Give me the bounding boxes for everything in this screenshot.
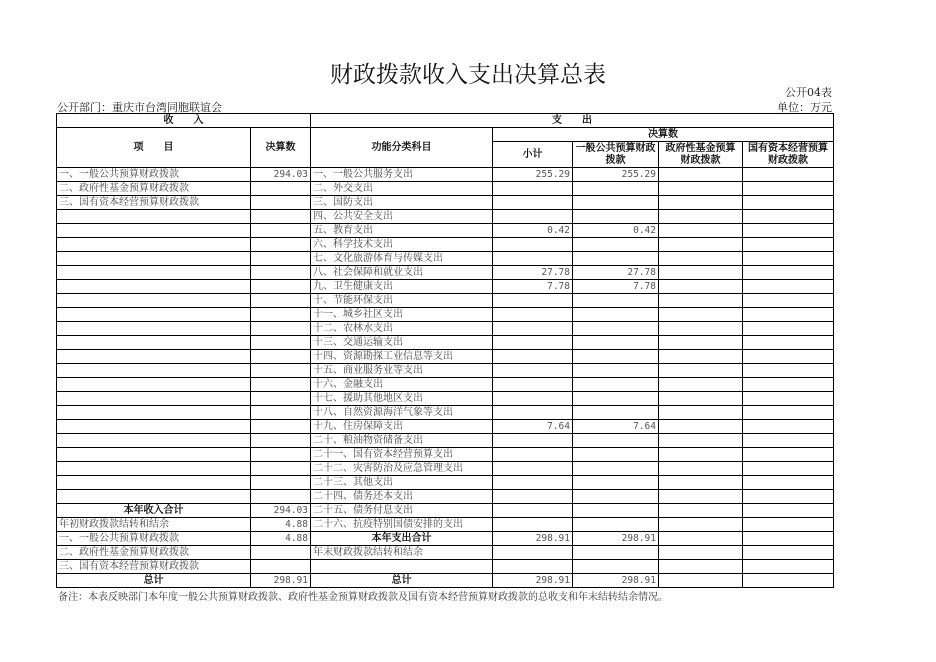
income-amount-cell: 4.88 <box>251 532 311 546</box>
income-amount-cell <box>251 434 311 448</box>
expense-item-cell: 二十一、国有资本经营预算支出 <box>311 448 493 462</box>
income-amount-cell <box>251 462 311 476</box>
state-capital-cell <box>743 392 834 406</box>
gov-fund-header: 政府性基金预算财政拨款 <box>659 142 743 168</box>
general-budget-cell <box>573 504 659 518</box>
income-item-cell <box>57 350 251 364</box>
table-row <box>57 392 834 406</box>
gov-fund-cell <box>659 476 743 490</box>
expense-item-cell: 二、外交支出 <box>311 182 493 196</box>
table-row <box>57 252 834 266</box>
income-item-cell <box>57 392 251 406</box>
income-item-cell <box>57 266 251 280</box>
income-item-cell <box>57 322 251 336</box>
expense-item-cell: 五、教育支出 <box>311 224 493 238</box>
func-class-header: 功能分类科目 <box>311 128 493 168</box>
subtotal-cell <box>493 252 573 266</box>
gov-fund-cell <box>659 560 743 574</box>
gov-fund-cell <box>659 350 743 364</box>
income-item-cell <box>57 224 251 238</box>
subtotal-cell <box>493 462 573 476</box>
table-row <box>57 238 834 252</box>
subtotal-cell <box>493 378 573 392</box>
state-capital-cell <box>743 504 834 518</box>
state-capital-cell <box>743 518 834 532</box>
subtotal-cell <box>493 406 573 420</box>
income-amount-cell <box>251 364 311 378</box>
general-budget-cell <box>573 364 659 378</box>
table-row <box>57 182 834 196</box>
gov-fund-cell <box>659 518 743 532</box>
income-amount-cell <box>251 252 311 266</box>
table-row <box>57 462 834 476</box>
gov-fund-cell <box>659 546 743 560</box>
state-capital-cell <box>743 168 834 182</box>
income-item-cell: 三、国有资本经营预算财政拨款 <box>57 196 251 210</box>
general-budget-cell <box>573 546 659 560</box>
state-capital-cell <box>743 322 834 336</box>
state-capital-cell <box>743 238 834 252</box>
subtotal-cell <box>493 518 573 532</box>
income-item-cell: 一、一般公共预算财政拨款 <box>57 532 251 546</box>
table-row <box>57 560 834 574</box>
income-item-cell: 年初财政拨款结转和结余 <box>57 518 251 532</box>
gov-fund-cell <box>659 224 743 238</box>
general-budget-cell <box>573 518 659 532</box>
expense-item-cell: 十九、住房保障支出 <box>311 420 493 434</box>
general-budget-cell: 255.29 <box>573 168 659 182</box>
state-capital-cell <box>743 532 834 546</box>
income-amount-cell <box>251 210 311 224</box>
gov-fund-cell <box>659 238 743 252</box>
general-budget-cell <box>573 476 659 490</box>
gov-fund-cell <box>659 168 743 182</box>
state-capital-cell <box>743 476 834 490</box>
gov-fund-cell <box>659 378 743 392</box>
subtotal-cell <box>493 448 573 462</box>
gov-fund-cell <box>659 252 743 266</box>
gov-fund-cell <box>659 462 743 476</box>
table-row <box>57 420 834 434</box>
general-budget-cell <box>573 252 659 266</box>
general-budget-cell: 7.78 <box>573 280 659 294</box>
state-capital-cell <box>743 448 834 462</box>
expense-item-cell: 七、文化旅游体育与传媒支出 <box>311 252 493 266</box>
income-item-cell: 二、政府性基金预算财政拨款 <box>57 546 251 560</box>
expense-item-cell: 一、一般公共服务支出 <box>311 168 493 182</box>
state-capital-cell <box>743 406 834 420</box>
subtotal-cell <box>493 434 573 448</box>
subtotal-cell: 298.91 <box>493 532 573 546</box>
gov-fund-cell <box>659 392 743 406</box>
gov-fund-cell <box>659 280 743 294</box>
expense-item-cell: 十五、商业服务业等支出 <box>311 364 493 378</box>
expense-header: 支 出 <box>311 114 834 128</box>
income-amount-cell <box>251 182 311 196</box>
income-item-cell <box>57 476 251 490</box>
subtotal-cell <box>493 546 573 560</box>
income-amount-cell <box>251 266 311 280</box>
state-capital-cell <box>743 182 834 196</box>
budget-table <box>56 113 834 588</box>
gov-fund-cell <box>659 406 743 420</box>
income-amount-cell <box>251 294 311 308</box>
expense-item-cell: 本年支出合计 <box>311 532 493 546</box>
general-budget-cell: 27.78 <box>573 266 659 280</box>
gov-fund-cell <box>659 504 743 518</box>
table-row <box>57 434 834 448</box>
subtotal-cell <box>493 350 573 364</box>
general-budget-cell <box>573 462 659 476</box>
gov-fund-cell <box>659 490 743 504</box>
subtotal-cell <box>493 476 573 490</box>
general-budget-cell <box>573 392 659 406</box>
gov-fund-cell <box>659 574 743 588</box>
gov-fund-cell <box>659 364 743 378</box>
gov-fund-cell <box>659 336 743 350</box>
expense-item-cell: 九、卫生健康支出 <box>311 280 493 294</box>
income-item-cell: 一、一般公共预算财政拨款 <box>57 168 251 182</box>
income-item-cell <box>57 378 251 392</box>
general-budget-cell <box>573 406 659 420</box>
gov-fund-cell <box>659 420 743 434</box>
income-amount-cell: 294.03 <box>251 504 311 518</box>
state-capital-header: 国有资本经营预算财政拨款 <box>743 142 834 168</box>
general-budget-cell <box>573 196 659 210</box>
table-row <box>57 448 834 462</box>
table-row <box>57 364 834 378</box>
expense-item-cell: 二十五、债务付息支出 <box>311 504 493 518</box>
income-amount-cell <box>251 406 311 420</box>
subtotal-header: 小计 <box>493 142 573 168</box>
state-capital-cell <box>743 560 834 574</box>
table-row <box>57 490 834 504</box>
table-row <box>57 196 834 210</box>
state-capital-cell <box>743 224 834 238</box>
expense-item-cell: 二十六、抗疫特别国债安排的支出 <box>311 518 493 532</box>
expense-item-cell <box>311 560 493 574</box>
table-row <box>57 280 834 294</box>
subtotal-cell: 27.78 <box>493 266 573 280</box>
subtotal-cell <box>493 560 573 574</box>
expense-item-cell: 总计 <box>311 574 493 588</box>
state-capital-cell <box>743 266 834 280</box>
gov-fund-cell <box>659 308 743 322</box>
general-budget-cell <box>573 238 659 252</box>
general-budget-cell <box>573 322 659 336</box>
income-item-cell <box>57 434 251 448</box>
subtotal-cell: 7.78 <box>493 280 573 294</box>
subtotal-cell <box>493 210 573 224</box>
subtotal-cell <box>493 238 573 252</box>
table-row <box>57 546 834 560</box>
income-amount-cell <box>251 238 311 252</box>
income-amount-cell: 298.91 <box>251 574 311 588</box>
income-item-cell <box>57 490 251 504</box>
state-capital-cell <box>743 294 834 308</box>
expense-item-cell: 十二、农林水支出 <box>311 322 493 336</box>
expense-item-cell: 十三、交通运输支出 <box>311 336 493 350</box>
amount-header: 决算数 <box>251 128 311 168</box>
general-budget-cell <box>573 294 659 308</box>
footnote: 备注：本表反映部门本年度一般公共预算财政拨款、政府性基金预算财政拨款及国有资本经营预算财政拨款的总收支和年末结转结余情况。 <box>58 592 668 603</box>
state-capital-cell <box>743 434 834 448</box>
state-capital-cell <box>743 196 834 210</box>
income-amount-cell <box>251 448 311 462</box>
subtotal-cell <box>493 322 573 336</box>
table-row <box>57 336 834 350</box>
general-budget-cell: 7.64 <box>573 420 659 434</box>
income-item-cell <box>57 210 251 224</box>
gov-fund-cell <box>659 210 743 224</box>
unit-label: 单位：万元 <box>777 101 832 114</box>
income-item-cell <box>57 336 251 350</box>
income-item-cell: 总计 <box>57 574 251 588</box>
general-budget-cell <box>573 182 659 196</box>
table-row <box>57 168 834 182</box>
expense-item-cell: 六、科学技术支出 <box>311 238 493 252</box>
expense-item-cell: 八、社会保障和就业支出 <box>311 266 493 280</box>
general-budget-cell <box>573 210 659 224</box>
state-capital-cell <box>743 574 834 588</box>
income-amount-cell: 4.88 <box>251 518 311 532</box>
page-title: 财政拨款收入支出决算总表 <box>330 62 606 88</box>
subtotal-cell <box>493 336 573 350</box>
expense-item-cell: 十八、自然资源海洋气象等支出 <box>311 406 493 420</box>
gov-fund-cell <box>659 196 743 210</box>
table-row <box>57 378 834 392</box>
income-amount-cell <box>251 308 311 322</box>
table-row <box>57 476 834 490</box>
gov-fund-cell <box>659 266 743 280</box>
table-row <box>57 574 834 588</box>
income-amount-cell <box>251 280 311 294</box>
expense-item-cell: 二十四、债务还本支出 <box>311 490 493 504</box>
income-item-cell <box>57 364 251 378</box>
income-amount-cell <box>251 392 311 406</box>
table-row <box>57 322 834 336</box>
income-header: 收 入 <box>57 114 311 128</box>
income-item-cell <box>57 420 251 434</box>
state-capital-cell <box>743 462 834 476</box>
gov-fund-cell <box>659 182 743 196</box>
table-row <box>57 532 834 546</box>
form-number: 公开04表 <box>785 86 832 99</box>
expense-item-cell: 二十二、灾害防治及应急管理支出 <box>311 462 493 476</box>
state-capital-cell <box>743 308 834 322</box>
subtotal-cell <box>493 392 573 406</box>
income-item-cell: 二、政府性基金预算财政拨款 <box>57 182 251 196</box>
income-amount-cell <box>251 224 311 238</box>
expense-item-cell: 二十三、其他支出 <box>311 476 493 490</box>
department-label: 公开部门：重庆市台湾同胞联谊会 <box>57 101 222 114</box>
gov-fund-cell <box>659 294 743 308</box>
general-budget-header: 一般公共预算财政拨款 <box>573 142 659 168</box>
income-item-cell <box>57 294 251 308</box>
table-row <box>57 294 834 308</box>
table-row <box>57 406 834 420</box>
income-item-cell <box>57 252 251 266</box>
subtotal-cell: 0.42 <box>493 224 573 238</box>
income-amount-cell: 294.03 <box>251 168 311 182</box>
subtotal-cell <box>493 294 573 308</box>
table-row <box>57 518 834 532</box>
gov-fund-cell <box>659 322 743 336</box>
general-budget-cell: 298.91 <box>573 532 659 546</box>
subtotal-cell: 7.64 <box>493 420 573 434</box>
income-item-cell <box>57 308 251 322</box>
general-budget-cell <box>573 308 659 322</box>
income-item-cell <box>57 462 251 476</box>
general-budget-cell <box>573 336 659 350</box>
table-row <box>57 210 834 224</box>
gov-fund-cell <box>659 532 743 546</box>
item-header: 项 目 <box>57 128 251 168</box>
expense-item-cell: 十、节能环保支出 <box>311 294 493 308</box>
state-capital-cell <box>743 252 834 266</box>
income-amount-cell <box>251 196 311 210</box>
subtotal-cell <box>493 182 573 196</box>
table-row <box>57 350 834 364</box>
gov-fund-cell <box>659 434 743 448</box>
state-capital-cell <box>743 420 834 434</box>
income-amount-cell <box>251 420 311 434</box>
income-amount-cell <box>251 490 311 504</box>
state-capital-cell <box>743 546 834 560</box>
income-item-cell <box>57 238 251 252</box>
state-capital-cell <box>743 350 834 364</box>
income-amount-cell <box>251 378 311 392</box>
subtotal-cell: 298.91 <box>493 574 573 588</box>
expense-item-cell: 十四、资源勘探工业信息等支出 <box>311 350 493 364</box>
table-row <box>57 224 834 238</box>
income-amount-cell <box>251 336 311 350</box>
expense-item-cell: 年末财政拨款结转和结余 <box>311 546 493 560</box>
general-budget-cell <box>573 434 659 448</box>
income-item-cell <box>57 280 251 294</box>
income-item-cell <box>57 406 251 420</box>
general-budget-cell <box>573 448 659 462</box>
general-budget-cell <box>573 490 659 504</box>
state-capital-cell <box>743 378 834 392</box>
income-amount-cell <box>251 546 311 560</box>
subtotal-cell <box>493 196 573 210</box>
table-row <box>57 504 834 518</box>
subtotal-cell: 255.29 <box>493 168 573 182</box>
income-item-cell: 三、国有资本经营预算财政拨款 <box>57 560 251 574</box>
general-budget-cell: 0.42 <box>573 224 659 238</box>
table-row <box>57 308 834 322</box>
income-amount-cell <box>251 476 311 490</box>
state-capital-cell <box>743 210 834 224</box>
state-capital-cell <box>743 280 834 294</box>
income-amount-cell <box>251 560 311 574</box>
subtotal-cell <box>493 490 573 504</box>
expense-item-cell: 二十、粮油物资储备支出 <box>311 434 493 448</box>
expense-item-cell: 四、公共安全支出 <box>311 210 493 224</box>
general-budget-cell: 298.91 <box>573 574 659 588</box>
state-capital-cell <box>743 336 834 350</box>
general-budget-cell <box>573 378 659 392</box>
income-item-cell <box>57 448 251 462</box>
subtotal-cell <box>493 364 573 378</box>
gov-fund-cell <box>659 448 743 462</box>
income-amount-cell <box>251 350 311 364</box>
general-budget-cell <box>573 350 659 364</box>
expense-item-cell: 三、国防支出 <box>311 196 493 210</box>
state-capital-cell <box>743 364 834 378</box>
expense-item-cell: 十七、援助其他地区支出 <box>311 392 493 406</box>
expense-item-cell: 十一、城乡社区支出 <box>311 308 493 322</box>
subtotal-cell <box>493 308 573 322</box>
state-capital-cell <box>743 490 834 504</box>
amount-group-header: 决算数 <box>493 128 834 142</box>
general-budget-cell <box>573 560 659 574</box>
income-item-cell: 本年收入合计 <box>57 504 251 518</box>
table-row <box>57 266 834 280</box>
income-amount-cell <box>251 322 311 336</box>
subtotal-cell <box>493 504 573 518</box>
expense-item-cell: 十六、金融支出 <box>311 378 493 392</box>
